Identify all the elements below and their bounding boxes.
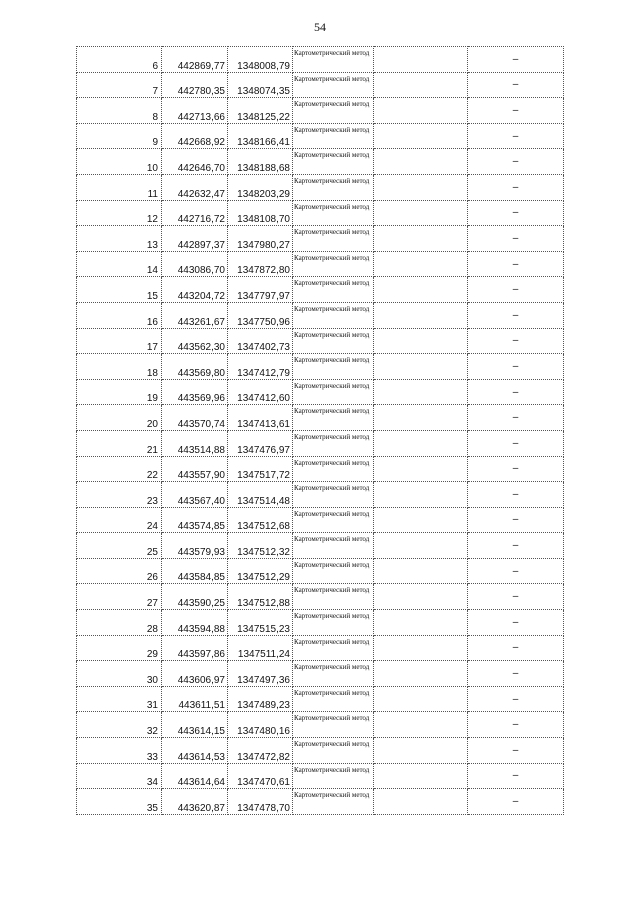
empty-cell (374, 738, 468, 764)
method-cell: Картометрический метод (293, 482, 374, 508)
point-number-cell: 21 (77, 430, 162, 456)
empty-cell (374, 277, 468, 303)
point-number-cell: 13 (77, 226, 162, 252)
page-number: 54 (314, 20, 326, 34)
y-coordinate-cell: 1347512,32 (228, 533, 293, 559)
point-number-cell: 32 (77, 712, 162, 738)
method-cell: Картометрический метод (293, 686, 374, 712)
y-coordinate-cell: 1347472,82 (228, 738, 293, 764)
table-row (77, 174, 564, 200)
table-row (77, 123, 564, 149)
y-coordinate-cell: 1348008,79 (228, 47, 293, 73)
empty-cell (374, 712, 468, 738)
note-cell: – (468, 277, 564, 303)
y-coordinate-cell: 1347512,68 (228, 507, 293, 533)
method-cell: Картометрический метод (293, 456, 374, 482)
y-coordinate-cell: 1347412,79 (228, 354, 293, 380)
x-coordinate-cell: 443579,93 (162, 533, 228, 559)
note-cell: – (468, 558, 564, 584)
note-cell: – (468, 302, 564, 328)
empty-cell (374, 72, 468, 98)
x-coordinate-cell: 443614,15 (162, 712, 228, 738)
point-number-cell: 24 (77, 507, 162, 533)
empty-cell (374, 379, 468, 405)
table-row (77, 661, 564, 687)
note-cell: – (468, 405, 564, 431)
note-cell: – (468, 98, 564, 124)
method-cell: Картометрический метод (293, 251, 374, 277)
method-cell: Картометрический метод (293, 200, 374, 226)
point-number-cell: 11 (77, 174, 162, 200)
method-cell: Картометрический метод (293, 328, 374, 354)
x-coordinate-cell: 443569,80 (162, 354, 228, 380)
table-row (77, 558, 564, 584)
x-coordinate-cell: 443574,85 (162, 507, 228, 533)
point-number-cell: 31 (77, 686, 162, 712)
note-cell: – (468, 482, 564, 508)
note-cell: – (468, 72, 564, 98)
note-cell: – (468, 712, 564, 738)
x-coordinate-cell: 443594,88 (162, 610, 228, 636)
empty-cell (374, 456, 468, 482)
point-number-cell: 25 (77, 533, 162, 559)
table-row (77, 200, 564, 226)
x-coordinate-cell: 443614,53 (162, 738, 228, 764)
empty-cell (374, 507, 468, 533)
point-number-cell: 33 (77, 738, 162, 764)
y-coordinate-cell: 1348108,70 (228, 200, 293, 226)
x-coordinate-cell: 443569,96 (162, 379, 228, 405)
x-coordinate-cell: 443614,64 (162, 763, 228, 789)
note-cell: – (468, 456, 564, 482)
point-number-cell: 35 (77, 789, 162, 815)
point-number-cell: 28 (77, 610, 162, 636)
table-row (77, 354, 564, 380)
table-row (77, 686, 564, 712)
method-cell: Картометрический метод (293, 738, 374, 764)
y-coordinate-cell: 1347402,73 (228, 328, 293, 354)
note-cell: – (468, 174, 564, 200)
y-coordinate-cell: 1347517,72 (228, 456, 293, 482)
table-row (77, 738, 564, 764)
point-number-cell: 30 (77, 661, 162, 687)
empty-cell (374, 763, 468, 789)
table-row (77, 712, 564, 738)
empty-cell (374, 482, 468, 508)
method-cell: Картометрический метод (293, 47, 374, 73)
y-coordinate-cell: 1348188,68 (228, 149, 293, 175)
point-number-cell: 15 (77, 277, 162, 303)
empty-cell (374, 405, 468, 431)
x-coordinate-cell: 443557,90 (162, 456, 228, 482)
table-row (77, 72, 564, 98)
y-coordinate-cell: 1348074,35 (228, 72, 293, 98)
table-row (77, 789, 564, 815)
note-cell: – (468, 149, 564, 175)
note-cell: – (468, 789, 564, 815)
x-coordinate-cell: 443086,70 (162, 251, 228, 277)
x-coordinate-cell: 443597,86 (162, 635, 228, 661)
x-coordinate-cell: 443261,67 (162, 302, 228, 328)
empty-cell (374, 584, 468, 610)
y-coordinate-cell: 1347797,97 (228, 277, 293, 303)
empty-cell (374, 174, 468, 200)
empty-cell (374, 354, 468, 380)
table-row (77, 302, 564, 328)
table-row (77, 328, 564, 354)
method-cell: Картометрический метод (293, 98, 374, 124)
table-row (77, 251, 564, 277)
x-coordinate-cell: 442713,66 (162, 98, 228, 124)
x-coordinate-cell: 442716,72 (162, 200, 228, 226)
method-cell: Картометрический метод (293, 507, 374, 533)
point-number-cell: 6 (77, 47, 162, 73)
method-cell: Картометрический метод (293, 379, 374, 405)
y-coordinate-cell: 1347511,24 (228, 635, 293, 661)
y-coordinate-cell: 1347872,80 (228, 251, 293, 277)
note-cell: – (468, 533, 564, 559)
method-cell: Картометрический метод (293, 789, 374, 815)
x-coordinate-cell: 442632,47 (162, 174, 228, 200)
x-coordinate-cell: 442869,77 (162, 47, 228, 73)
x-coordinate-cell: 443514,88 (162, 430, 228, 456)
coordinates-table (76, 46, 564, 815)
table-row (77, 635, 564, 661)
note-cell: – (468, 507, 564, 533)
empty-cell (374, 558, 468, 584)
note-cell: – (468, 738, 564, 764)
x-coordinate-cell: 443570,74 (162, 405, 228, 431)
note-cell: – (468, 635, 564, 661)
note-cell: – (468, 123, 564, 149)
y-coordinate-cell: 1347476,97 (228, 430, 293, 456)
y-coordinate-cell: 1347750,96 (228, 302, 293, 328)
empty-cell (374, 661, 468, 687)
y-coordinate-cell: 1348166,41 (228, 123, 293, 149)
table-row (77, 584, 564, 610)
point-number-cell: 17 (77, 328, 162, 354)
x-coordinate-cell: 442668,92 (162, 123, 228, 149)
method-cell: Картометрический метод (293, 405, 374, 431)
note-cell: – (468, 379, 564, 405)
x-coordinate-cell: 443620,87 (162, 789, 228, 815)
y-coordinate-cell: 1347413,61 (228, 405, 293, 431)
empty-cell (374, 430, 468, 456)
method-cell: Картометрический метод (293, 302, 374, 328)
note-cell: – (468, 686, 564, 712)
empty-cell (374, 226, 468, 252)
table-row (77, 405, 564, 431)
x-coordinate-cell: 442897,37 (162, 226, 228, 252)
empty-cell (374, 328, 468, 354)
method-cell: Картометрический метод (293, 430, 374, 456)
point-number-cell: 19 (77, 379, 162, 405)
point-number-cell: 27 (77, 584, 162, 610)
empty-cell (374, 302, 468, 328)
y-coordinate-cell: 1347480,16 (228, 712, 293, 738)
point-number-cell: 20 (77, 405, 162, 431)
table-row (77, 379, 564, 405)
point-number-cell: 26 (77, 558, 162, 584)
point-number-cell: 16 (77, 302, 162, 328)
table-row (77, 47, 564, 73)
y-coordinate-cell: 1347514,48 (228, 482, 293, 508)
y-coordinate-cell: 1347512,88 (228, 584, 293, 610)
x-coordinate-cell: 443204,72 (162, 277, 228, 303)
method-cell: Картометрический метод (293, 123, 374, 149)
method-cell: Картометрический метод (293, 661, 374, 687)
point-number-cell: 8 (77, 98, 162, 124)
note-cell: – (468, 226, 564, 252)
empty-cell (374, 149, 468, 175)
note-cell: – (468, 47, 564, 73)
empty-cell (374, 635, 468, 661)
method-cell: Картометрический метод (293, 584, 374, 610)
y-coordinate-cell: 1347512,29 (228, 558, 293, 584)
method-cell: Картометрический метод (293, 149, 374, 175)
y-coordinate-cell: 1347497,36 (228, 661, 293, 687)
point-number-cell: 34 (77, 763, 162, 789)
point-number-cell: 29 (77, 635, 162, 661)
point-number-cell: 22 (77, 456, 162, 482)
table-row (77, 98, 564, 124)
x-coordinate-cell: 443590,25 (162, 584, 228, 610)
empty-cell (374, 200, 468, 226)
table-body (77, 47, 564, 815)
table-row (77, 277, 564, 303)
y-coordinate-cell: 1347489,23 (228, 686, 293, 712)
y-coordinate-cell: 1347470,61 (228, 763, 293, 789)
method-cell: Картометрический метод (293, 610, 374, 636)
empty-cell (374, 686, 468, 712)
point-number-cell: 9 (77, 123, 162, 149)
y-coordinate-cell: 1348125,22 (228, 98, 293, 124)
empty-cell (374, 610, 468, 636)
method-cell: Картометрический метод (293, 226, 374, 252)
point-number-cell: 23 (77, 482, 162, 508)
method-cell: Картометрический метод (293, 635, 374, 661)
point-number-cell: 14 (77, 251, 162, 277)
point-number-cell: 12 (77, 200, 162, 226)
note-cell: – (468, 584, 564, 610)
table-row (77, 507, 564, 533)
empty-cell (374, 123, 468, 149)
method-cell: Картометрический метод (293, 763, 374, 789)
note-cell: – (468, 661, 564, 687)
empty-cell (374, 533, 468, 559)
empty-cell (374, 789, 468, 815)
table-row (77, 610, 564, 636)
point-number-cell: 7 (77, 72, 162, 98)
x-coordinate-cell: 443611,51 (162, 686, 228, 712)
table-row (77, 456, 564, 482)
method-cell: Картометрический метод (293, 558, 374, 584)
x-coordinate-cell: 443562,30 (162, 328, 228, 354)
table-row (77, 763, 564, 789)
point-number-cell: 10 (77, 149, 162, 175)
method-cell: Картометрический метод (293, 712, 374, 738)
y-coordinate-cell: 1348203,29 (228, 174, 293, 200)
empty-cell (374, 251, 468, 277)
note-cell: – (468, 354, 564, 380)
note-cell: – (468, 251, 564, 277)
y-coordinate-cell: 1347515,23 (228, 610, 293, 636)
method-cell: Картометрический метод (293, 174, 374, 200)
note-cell: – (468, 610, 564, 636)
table-row (77, 430, 564, 456)
note-cell: – (468, 430, 564, 456)
point-number-cell: 18 (77, 354, 162, 380)
y-coordinate-cell: 1347412,60 (228, 379, 293, 405)
x-coordinate-cell: 442646,70 (162, 149, 228, 175)
table-row (77, 533, 564, 559)
empty-cell (374, 47, 468, 73)
note-cell: – (468, 763, 564, 789)
method-cell: Картометрический метод (293, 533, 374, 559)
x-coordinate-cell: 443584,85 (162, 558, 228, 584)
x-coordinate-cell: 443567,40 (162, 482, 228, 508)
y-coordinate-cell: 1347478,70 (228, 789, 293, 815)
table-row (77, 149, 564, 175)
empty-cell (374, 98, 468, 124)
method-cell: Картометрический метод (293, 72, 374, 98)
method-cell: Картометрический метод (293, 354, 374, 380)
table-row (77, 226, 564, 252)
note-cell: – (468, 200, 564, 226)
x-coordinate-cell: 443606,97 (162, 661, 228, 687)
note-cell: – (468, 328, 564, 354)
method-cell: Картометрический метод (293, 277, 374, 303)
y-coordinate-cell: 1347980,27 (228, 226, 293, 252)
x-coordinate-cell: 442780,35 (162, 72, 228, 98)
table-row (77, 482, 564, 508)
